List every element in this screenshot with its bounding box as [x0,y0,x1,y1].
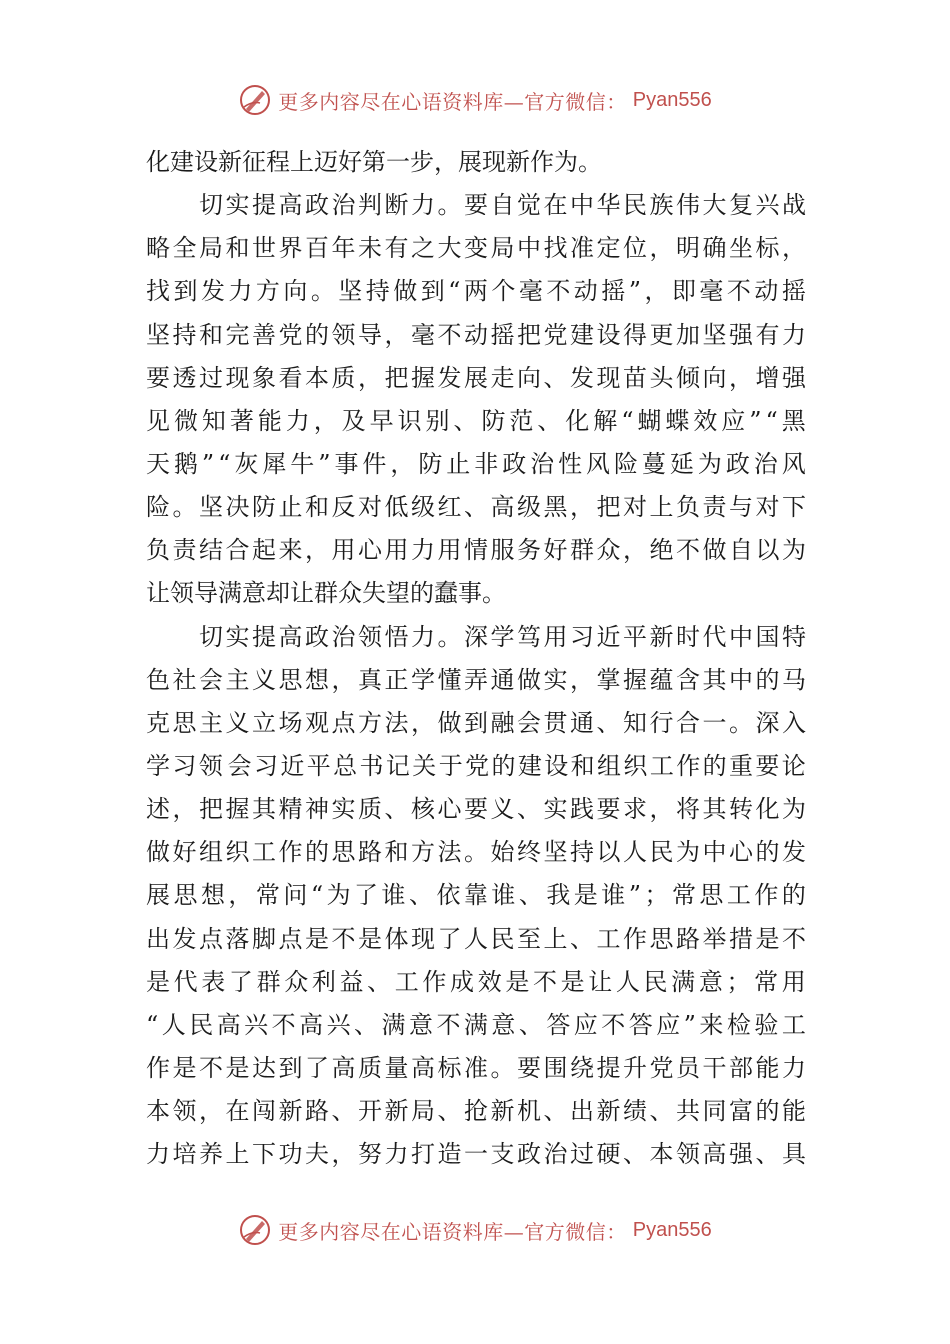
header-banner-text: 更多内容尽在心语资料库—官方微信： [278,89,627,114]
pen-logo-icon [238,83,272,117]
footer-wechat-id: Pyan556 [632,1218,712,1241]
footer-banner-text: 更多内容尽在心语资料库—官方微信： [278,1219,627,1244]
body-line: 作 是 不 是 达 到 了 高 质 量 高 标 准 。 要 围 绕 提 升 党 员 干 部 能 力 [146,1053,806,1082]
body-line: 切 实 提 高 政 治 判 断 力 。 要 自 觉 在 中 华 民 族 伟 大 复 兴 战 [199,191,806,220]
header-banner [0,80,950,120]
body-line: 天 鹅 ” “ 灰 犀 牛 ” 事 件 ， 防 止 非 政 治 性 风 险 蔓 延 为 政 治 风 [146,449,806,478]
body-line: 学 习 领 会 习 近 平 总 书 记 关 于 党 的 建 设 和 组 织 工 作 的 重 要 论 [146,751,806,780]
body-line: 坚 持 和 完 善 党 的 领 导 ， 毫 不 动 摇 把 党 建 设 得 更 加 坚 强 有 力 [146,320,806,349]
body-line: 切 实 提 高 政 治 领 悟 力 。 深 学 笃 用 习 近 平 新 时 代 中 国 特 [199,622,806,651]
body-line: 让领导满意却让群众失望的蠢事。 [146,579,506,608]
body-line: 略 全 局 和 世 界 百 年 未 有 之 大 变 局 中 找 准 定 位 ， 明 确 坐 标 ， [146,234,806,263]
body-line: 出 发 点 落 脚 点 是 不 是 体 现 了 人 民 至 上 、 工 作 思 路 举 措 是 不 [146,924,806,953]
header-wechat-id: Pyan556 [632,88,712,111]
pen-logo-icon [238,1213,272,1247]
body-line: 要 透 过 现 象 看 本 质 ， 把 握 发 展 走 向 、 发 现 苗 头 倾 向 ， 增 强 [146,363,806,392]
body-line: 色 社 会 主 义 思 想 ， 真 正 学 懂 弄 通 做 实 ， 掌 握 蕴 含 其 中 的 马 [146,665,806,694]
body-line: 见 微 知 著 能 力 ， 及 早 识 别 、 防 范 、 化 解 “ 蝴 蝶 效 应 ” “ 黑 [146,406,806,435]
document-body [146,141,806,1176]
body-line: 找 到 发 力 方 向 。 坚 持 做 到 “ 两 个 毫 不 动 摇 ” ， 即 毫 不 动 摇 [146,277,806,306]
body-line: 化建设新征程上迈好第一步，展现新作为。 [146,148,602,176]
body-line: 本 领 ， 在 闯 新 路 、 开 新 局 、 抢 新 机 、 出 新 绩 、 共 同 富 的 能 [146,1097,806,1126]
body-line: 做 好 组 织 工 作 的 思 路 和 方 法 。 始 终 坚 持 以 人 民 为 中 心 的 发 [146,838,806,867]
body-line: 负 责 结 合 起 来 ， 用 心 用 力 用 情 服 务 好 群 众 ， 绝 不 做 自 以 为 [146,536,806,565]
body-line: 展 思 想 ， 常 问 “ 为 了 谁 、 依 靠 谁 、 我 是 谁 ” ； 常 思 工 作 的 [146,881,806,910]
body-line: 克 思 主 义 立 场 观 点 方 法 ， 做 到 融 会 贯 通 、 知 行 合 一 。 深 入 [146,708,806,737]
body-line: “ 人 民 高 兴 不 高 兴 、 满 意 不 满 意 、 答 应 不 答 应 ” 来 检 验 工 [146,1010,806,1039]
body-line: 述 ， 把 握 其 精 神 实 质 、 核 心 要 义 、 实 践 要 求 ， 将 其 转 化 为 [146,795,806,824]
footer-banner [0,1210,950,1250]
body-line: 险 。 坚 决 防 止 和 反 对 低 级 红 、 高 级 黑 ， 把 对 上 负 责 与 对 下 [146,493,806,522]
body-line: 力 培 养 上 下 功 夫 ， 努 力 打 造 一 支 政 治 过 硬 、 本 领 高 强 、 具 [146,1140,806,1169]
body-line: 是 代 表 了 群 众 利 益 、 工 作 成 效 是 不 是 让 人 民 满 意 ； 常 用 [146,967,806,996]
